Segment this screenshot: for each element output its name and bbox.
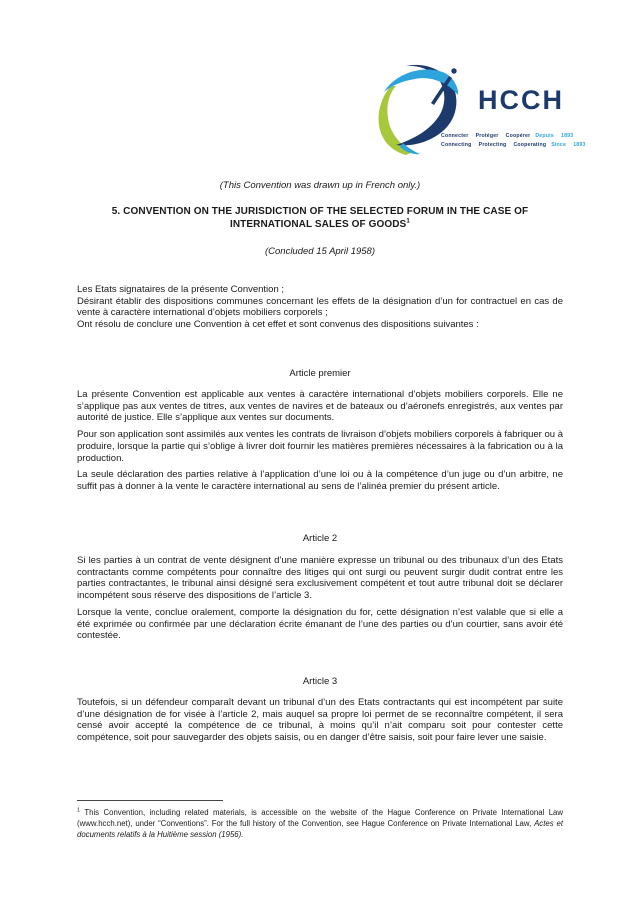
tagline-english: Connecting Protecting Cooperating Since 1893	[441, 142, 586, 148]
article-paragraph: Si les parties à un contrat de vente désignent d’une manière expresse un tribunal ou des tribunaux d’un des Etats contractants comme compétents pour connaître des litiges qui ont surgi ou peuvent surgir dudit contrat entre les parties contractantes, le tribunal ainsi désigné sera exclusivement compétent et tout autre tribunal doit se déclarer incompétent sous réserve des dispositions de l’article 3.	[77, 555, 563, 602]
preamble-paragraph: Les Etats signataires de la présente Convention ;	[77, 284, 285, 295]
article-1-heading: Article premier	[289, 368, 351, 379]
concluded-date: (Concluded 15 April 1958)	[264, 246, 376, 257]
article-paragraph: La seule déclaration des parties relative à l’application d’une loi ou à la compétence d’un juge ou d’un arbitre, ne suffit pas à donner à la vente le caractère international au sens de l’alinéa premier du présent article.	[77, 469, 563, 492]
preamble-paragraph: Ont résolu de conclure une Convention à cet effet et sont convenus des dispositions suivantes :	[77, 319, 479, 331]
article-1-body	[77, 389, 563, 493]
title-footnote-reference: 1	[406, 217, 411, 225]
preamble-paragraph: Désirant établir des dispositions communes concernant les effets de la désignation d’un for contractuel en cas de vente à caractère international d’objets mobiliers corporels ;	[77, 295, 563, 319]
footnote	[77, 800, 563, 840]
article-3-heading: Article 3	[302, 676, 338, 687]
article-paragraph: Lorsque la vente, conclue oralement, comporte la désignation du for, cette désignation n’est valable que si elle a été exprimée ou confirmée par une déclaration écrite émanant de l’une des parties ou d’un courtier, sans avoir été contestée.	[77, 606, 563, 642]
hcch-wordmark: HCCH	[478, 85, 564, 115]
tagline-english-accent: Since 1893	[551, 142, 586, 148]
hcch-tagline	[441, 132, 586, 150]
article-2-body	[77, 555, 563, 642]
footnote-citation: Actes et documents relatifs à la Huitième session (1956).	[77, 819, 563, 839]
article-paragraph: La présente Convention est applicable aux ventes à caractère international d’objets mobiliers corporels. Elle ne s’applique pas aux ventes de titres, aux ventes de navires et de bateaux ou d’aéronefs enregistrés, aux ventes par autorité de justice. Elle s’applique aux ventes sur documents.	[77, 389, 563, 424]
tagline-french: Connecter Protéger Coopérer Depuis 1893	[441, 133, 574, 139]
footnote-marker: 1	[77, 807, 81, 814]
footnote-text: $^1$ This Convention, including related materials, is accessible on the website of the Hague Conference on Private International Law (www.hcch.net), under “Conventions”. For the full history of the Convention, see Hague Conference on Private International Law, Actes et documents relatifs à la Huitième session (1956).	[77, 807, 563, 839]
hcch-logo	[375, 58, 586, 158]
preamble	[77, 284, 563, 331]
article-2-heading: Article 2	[302, 533, 338, 544]
document-title: 5. CONVENTION ON THE JURISDICTION OF THE SELECTED FORUM IN THE CASE OF INTERNATIONAL SALES OF GOODS$^1$	[111, 206, 529, 230]
footnote-separator	[77, 800, 223, 801]
article-paragraph: Toutefois, si un défendeur comparaît devant un tribunal d’un des Etats contractants qui est incompétent par suite d’une désignation de for visée à l’article 2, mais auquel sa propre loi permet de se reconnaître compétent, il sera censé avoir accepté la compétence de ce tribunal, à moins qu’il n’ait comparu soit pour contester cette compétence, soit pour sauvegarder des objets saisis, ou en danger d’être saisis, soit pour faire lever une saisie.	[77, 697, 563, 744]
article-paragraph: Pour son application sont assimilés aux ventes les contrats de livraison d’objets mobiliers corporels à fabriquer ou à produire, lorsque la partie qui s’oblige à livrer doit fournir les matières premières nécessaires à la fabrication ou à la production.	[77, 429, 563, 464]
article-3-body	[77, 697, 563, 744]
tagline-french-accent: Depuis 1893	[535, 133, 574, 139]
language-note: (This Convention was drawn up in French only.)	[219, 180, 421, 191]
